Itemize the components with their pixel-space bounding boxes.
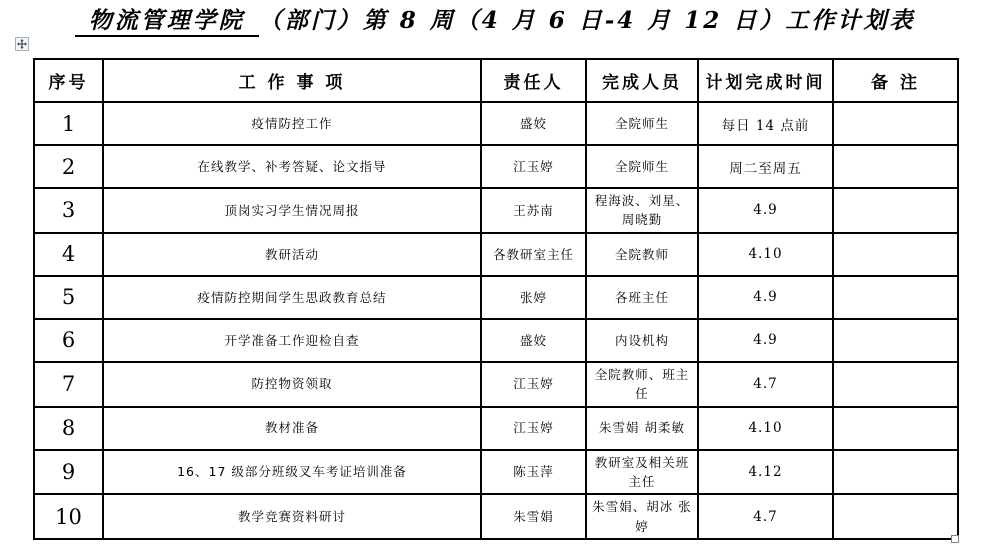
table-row	[34, 450, 958, 495]
table-row	[34, 102, 958, 145]
table-row	[34, 319, 958, 362]
table-row	[34, 233, 958, 276]
work-plan-table	[33, 58, 959, 540]
four-way-arrow-icon	[17, 39, 27, 49]
cell-remark[interactable]	[833, 362, 958, 407]
cell-staff[interactable]: 全院师生	[586, 145, 698, 188]
cell-owner[interactable]: 朱雪娟	[481, 494, 586, 539]
cell-remark[interactable]	[833, 494, 958, 539]
cell-staff[interactable]: 教研室及相关班主任	[586, 450, 698, 495]
title-rest: （部门）第 8 周（4 月 6 日-4 月 12 日）工作计划表	[258, 7, 916, 34]
cell-remark[interactable]	[833, 233, 958, 276]
cell-seq[interactable]: 6	[34, 319, 103, 362]
table-row	[34, 407, 958, 450]
cell-seq[interactable]: 10	[34, 494, 103, 539]
header-remark: 备 注	[833, 59, 958, 102]
title-department: 物流管理学院	[75, 7, 259, 37]
cell-deadline[interactable]: 4.12	[698, 450, 833, 495]
cell-seq[interactable]: 2	[34, 145, 103, 188]
cell-seq[interactable]: 3	[34, 188, 103, 233]
cell-seq[interactable]: 5	[34, 276, 103, 319]
cell-staff[interactable]: 全院师生	[586, 102, 698, 145]
cell-owner[interactable]: 盛姣	[481, 102, 586, 145]
cell-owner[interactable]: 王苏南	[481, 188, 586, 233]
cell-owner[interactable]: 江玉婷	[481, 145, 586, 188]
table-row	[34, 494, 958, 539]
cell-seq[interactable]: 9	[34, 450, 103, 495]
table-row	[34, 188, 958, 233]
cell-item[interactable]: 教材准备	[103, 407, 481, 450]
cell-seq[interactable]: 4	[34, 233, 103, 276]
header-seq: 序号	[34, 59, 103, 102]
cell-staff[interactable]: 内设机构	[586, 319, 698, 362]
cell-deadline[interactable]: 4.9	[698, 188, 833, 233]
cell-owner[interactable]: 各教研室主任	[481, 233, 586, 276]
cell-item[interactable]: 防控物资领取	[103, 362, 481, 407]
cell-owner[interactable]: 盛姣	[481, 319, 586, 362]
cell-staff[interactable]: 全院教师、班主任	[586, 362, 698, 407]
cell-deadline[interactable]: 4.7	[698, 362, 833, 407]
cell-remark[interactable]	[833, 102, 958, 145]
cell-staff[interactable]: 程海波、刘星、周晓勤	[586, 188, 698, 233]
cell-owner[interactable]: 江玉婷	[481, 407, 586, 450]
cell-item[interactable]: 16、17 级部分班级叉车考证培训准备	[103, 450, 481, 495]
cell-item[interactable]: 顶岗实习学生情况周报	[103, 188, 481, 233]
cell-item[interactable]: 疫情防控工作	[103, 102, 481, 145]
cell-staff[interactable]: 各班主任	[586, 276, 698, 319]
header-deadline: 计划完成时间	[698, 59, 833, 102]
cell-item[interactable]: 疫情防控期间学生思政教育总结	[103, 276, 481, 319]
cell-deadline[interactable]: 4.10	[698, 407, 833, 450]
header-staff: 完成人员	[586, 59, 698, 102]
cell-deadline[interactable]: 每日 14 点前	[698, 102, 833, 145]
table-header-row	[34, 59, 958, 102]
document-title[interactable]	[0, 4, 990, 38]
cell-deadline[interactable]: 4.9	[698, 276, 833, 319]
table-row	[34, 362, 958, 407]
cell-staff[interactable]: 全院教师	[586, 233, 698, 276]
cell-staff[interactable]: 朱雪娟、胡冰 张婷	[586, 494, 698, 539]
cell-remark[interactable]	[833, 145, 958, 188]
cell-item[interactable]: 开学准备工作迎检自查	[103, 319, 481, 362]
cell-item[interactable]: 教学竞赛资料研讨	[103, 494, 481, 539]
cell-remark[interactable]	[833, 319, 958, 362]
cell-owner[interactable]: 江玉婷	[481, 362, 586, 407]
table-row	[34, 276, 958, 319]
cell-owner[interactable]: 张婷	[481, 276, 586, 319]
header-item: 工 作 事 项	[103, 59, 481, 102]
cell-item[interactable]: 在线教学、补考答疑、论文指导	[103, 145, 481, 188]
cell-owner[interactable]: 陈玉萍	[481, 450, 586, 495]
table-resize-handle[interactable]	[951, 535, 959, 543]
cell-seq[interactable]: 1	[34, 102, 103, 145]
cell-remark[interactable]	[833, 188, 958, 233]
table-row	[34, 145, 958, 188]
table-move-handle[interactable]	[15, 37, 29, 51]
cell-remark[interactable]	[833, 407, 958, 450]
cell-remark[interactable]	[833, 450, 958, 495]
cell-deadline[interactable]: 4.9	[698, 319, 833, 362]
cell-remark[interactable]	[833, 276, 958, 319]
cell-seq[interactable]: 8	[34, 407, 103, 450]
header-owner: 责任人	[481, 59, 586, 102]
cell-deadline[interactable]: 4.7	[698, 494, 833, 539]
cell-seq[interactable]: 7	[34, 362, 103, 407]
cell-deadline[interactable]: 4.10	[698, 233, 833, 276]
cell-staff[interactable]: 朱雪娟 胡柔敏	[586, 407, 698, 450]
cell-deadline[interactable]: 周二至周五	[698, 145, 833, 188]
cell-item[interactable]: 教研活动	[103, 233, 481, 276]
